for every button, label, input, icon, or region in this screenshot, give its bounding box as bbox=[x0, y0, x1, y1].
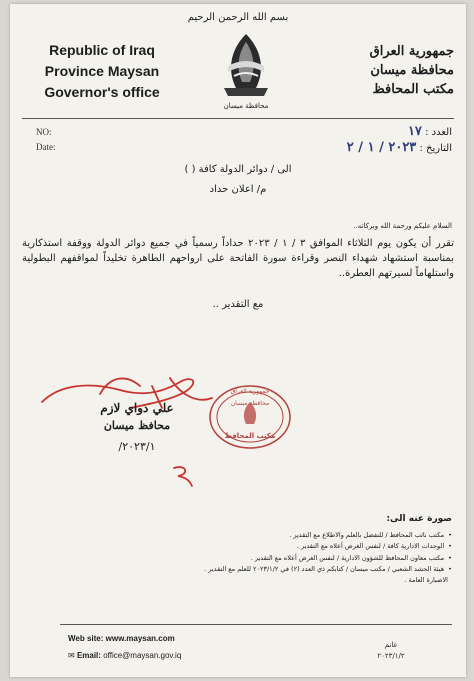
typist-initials: غانم bbox=[384, 641, 398, 649]
signatory-name: علي دواي لازم bbox=[100, 401, 174, 415]
official-stamp bbox=[206, 382, 294, 452]
website-link[interactable]: www.maysan.com bbox=[105, 634, 175, 643]
closing-remark: مع التقدير .. bbox=[212, 299, 264, 310]
arabic-date-value: ٢٠٢٣ / ١ / ٢ bbox=[346, 140, 417, 155]
signatory-block bbox=[72, 401, 202, 453]
arabic-date-row bbox=[282, 140, 452, 156]
stamp-bottom-text: مكتب المحافظ bbox=[224, 432, 276, 440]
footer-contacts bbox=[68, 630, 181, 664]
copies-heading: صورة عنه الى: bbox=[386, 514, 452, 524]
copies-list bbox=[152, 530, 452, 586]
arabic-letterhead-line-2: محافظة ميسان bbox=[370, 63, 454, 78]
copy-item: • الوحدات الادارية كافة / لنفس الغرض أعلاه مع التقدير . bbox=[152, 541, 452, 552]
typist-date: ٢٠٢٣/١/٢ bbox=[377, 652, 405, 660]
envelope-icon: ✉ bbox=[68, 651, 75, 660]
website-row bbox=[68, 630, 181, 647]
logo-caption: محافظة ميسان bbox=[223, 102, 269, 110]
english-letterhead-line-2: Province Maysan bbox=[44, 63, 160, 79]
header-divider bbox=[22, 118, 454, 119]
english-letterhead bbox=[32, 40, 172, 103]
arabic-letterhead bbox=[370, 42, 454, 99]
copy-item: • مكتب معاون المحافظ للشؤون الادارية / لنفس الغرض أعلاه مع التقدير . bbox=[152, 553, 452, 564]
arabic-number-row bbox=[282, 124, 452, 140]
stamp-top-text: جمهورية العراق bbox=[230, 388, 270, 395]
english-letterhead-line-1: Republic of Iraq bbox=[49, 42, 155, 58]
email-label: Email: bbox=[76, 651, 101, 660]
arabic-date-label: التاريخ : bbox=[419, 143, 452, 154]
website-label: Web site: bbox=[68, 634, 104, 643]
basmala: بسم الله الرحمن الرحيم bbox=[187, 12, 289, 23]
copy-item: • هيئة الحشد الشعبي / مكتب ميسان / كتابكم ذي العدد (٢) في ٢٠٢٣/١/٢ للعلم مع التقدير . bbox=[152, 564, 452, 575]
footer-divider bbox=[60, 624, 452, 625]
arabic-reference bbox=[282, 124, 452, 156]
subject-line: م/ اعلان حداد bbox=[209, 184, 267, 195]
arabic-letterhead-line-3: مكتب المحافظ bbox=[372, 82, 454, 97]
copy-item: • مكتب نائب المحافظ / للتفضل بالعلم والاطلاع مع التقدير . bbox=[152, 530, 452, 541]
letter-body: تقرر أن يكون يوم الثلاثاء الموافق ٣ / ١ / ٢٠٢٣ حداداً رسمياً في جميع دوائر الدولة ووقفة استذكارية بمناسبة استشهاد شهداء النصر وقراءة سورة الفاتحة على ارواحهم الطاهرة تخليداً لمواقفهم البطولية واستلهاماً لسيرتهم العطرة.. bbox=[22, 238, 455, 279]
no-label: NO: bbox=[36, 127, 52, 137]
arabic-number-label: العدد : bbox=[425, 127, 452, 138]
copy-item: الاضبارة العامة . bbox=[404, 576, 448, 585]
handwritten-day-mark-icon bbox=[168, 462, 198, 488]
email-row bbox=[68, 647, 181, 664]
typist-note bbox=[356, 640, 426, 662]
arabic-number-value: ١٧ bbox=[407, 124, 422, 139]
addressee: الى / دوائر الدولة كافة ( ) bbox=[184, 164, 292, 175]
greeting: السلام عليكم ورحمة الله وبركاته.. bbox=[353, 222, 452, 230]
date-label: Date: bbox=[36, 142, 56, 152]
stamp-middle-text: محافظة ميسان bbox=[230, 400, 270, 407]
arabic-letterhead-line-1: جمهورية العراق bbox=[369, 44, 454, 59]
letter-page bbox=[10, 4, 466, 677]
english-letterhead-line-3: Governor's office bbox=[44, 84, 160, 100]
english-reference bbox=[36, 125, 56, 155]
signatory-title: محافظ ميسان bbox=[103, 419, 171, 432]
signature-date: ٢٠٢٣/١/ bbox=[118, 440, 156, 453]
email-link[interactable]: office@maysan.gov.iq bbox=[103, 651, 182, 660]
